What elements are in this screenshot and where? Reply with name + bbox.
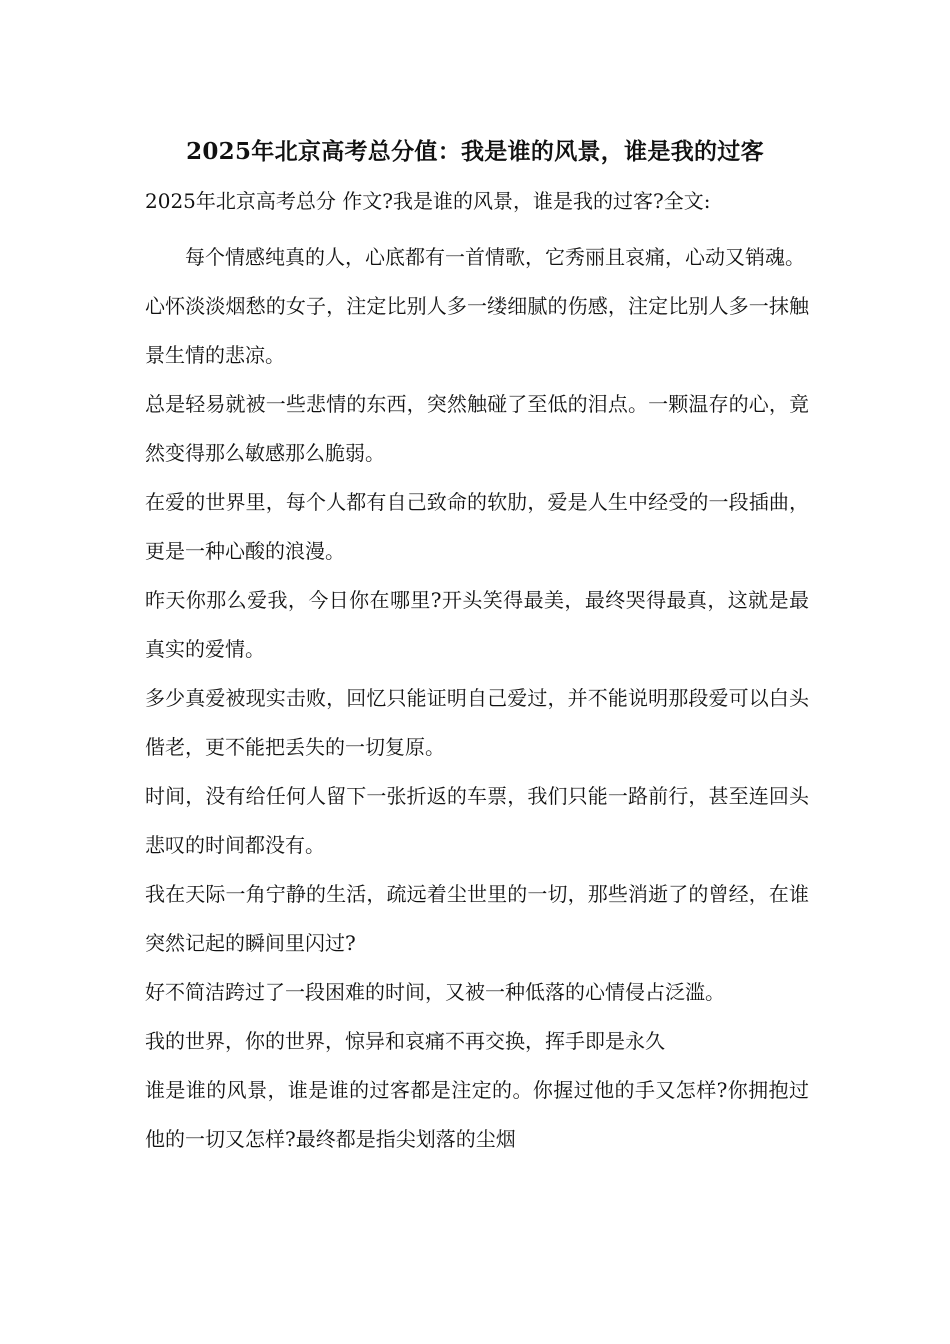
paragraph: 时间，没有给任何人留下一张折返的车票，我们只能一路前行，甚至连回头悲叹的时间都没有。: [145, 784, 809, 857]
paragraph: 多少真爱被现实击败，回忆只能证明自己爱过，并不能说明那段爱可以白头偕老，更不能把丢失的一切复原。: [145, 686, 809, 759]
paragraph: 昨天你那么爱我，今日你在哪里?开头笑得最美，最终哭得最真，这就是最真实的爱情。: [145, 588, 809, 661]
document-body: [145, 233, 809, 1164]
paragraph: 谁是谁的风景，谁是谁的过客都是注定的。你握过他的手又怎样?你拥抱过他的一切又怎样?最终都是指尖划落的尘烟: [145, 1078, 809, 1151]
paragraph: 好不简洁跨过了一段困难的时间，又被一种低落的心情侵占泛滥。: [145, 980, 725, 1004]
document-intro: 2025年北京高考总分 作文?我是谁的风景，谁是我的过客?全文:: [145, 189, 711, 213]
paragraph: 在爱的世界里，每个人都有自己致命的软肋，爱是人生中经受的一段插曲，更是一种心酸的浪漫。: [145, 490, 809, 563]
document-title: 2025年北京高考总分值：我是谁的风景，谁是我的过客: [186, 138, 764, 165]
paragraph: 我在天际一角宁静的生活，疏远着尘世里的一切，那些消逝了的曾经，在谁突然记起的瞬间里闪过?: [145, 882, 809, 955]
paragraph: 心怀淡淡烟愁的女子，注定比别人多一缕细腻的伤感，注定比别人多一抹触景生情的悲凉。: [145, 294, 809, 367]
paragraph: 我的世界，你的世界，惊异和哀痛不再交换，挥手即是永久: [145, 1029, 665, 1053]
paragraph: 总是轻易就被一些悲情的东西，突然触碰了至低的泪点。一颗温存的心，竟然变得那么敏感那么脆弱。: [145, 392, 809, 465]
paragraph: 每个情感纯真的人，心底都有一首情歌，它秀丽且哀痛，心动又销魂。: [185, 245, 805, 269]
